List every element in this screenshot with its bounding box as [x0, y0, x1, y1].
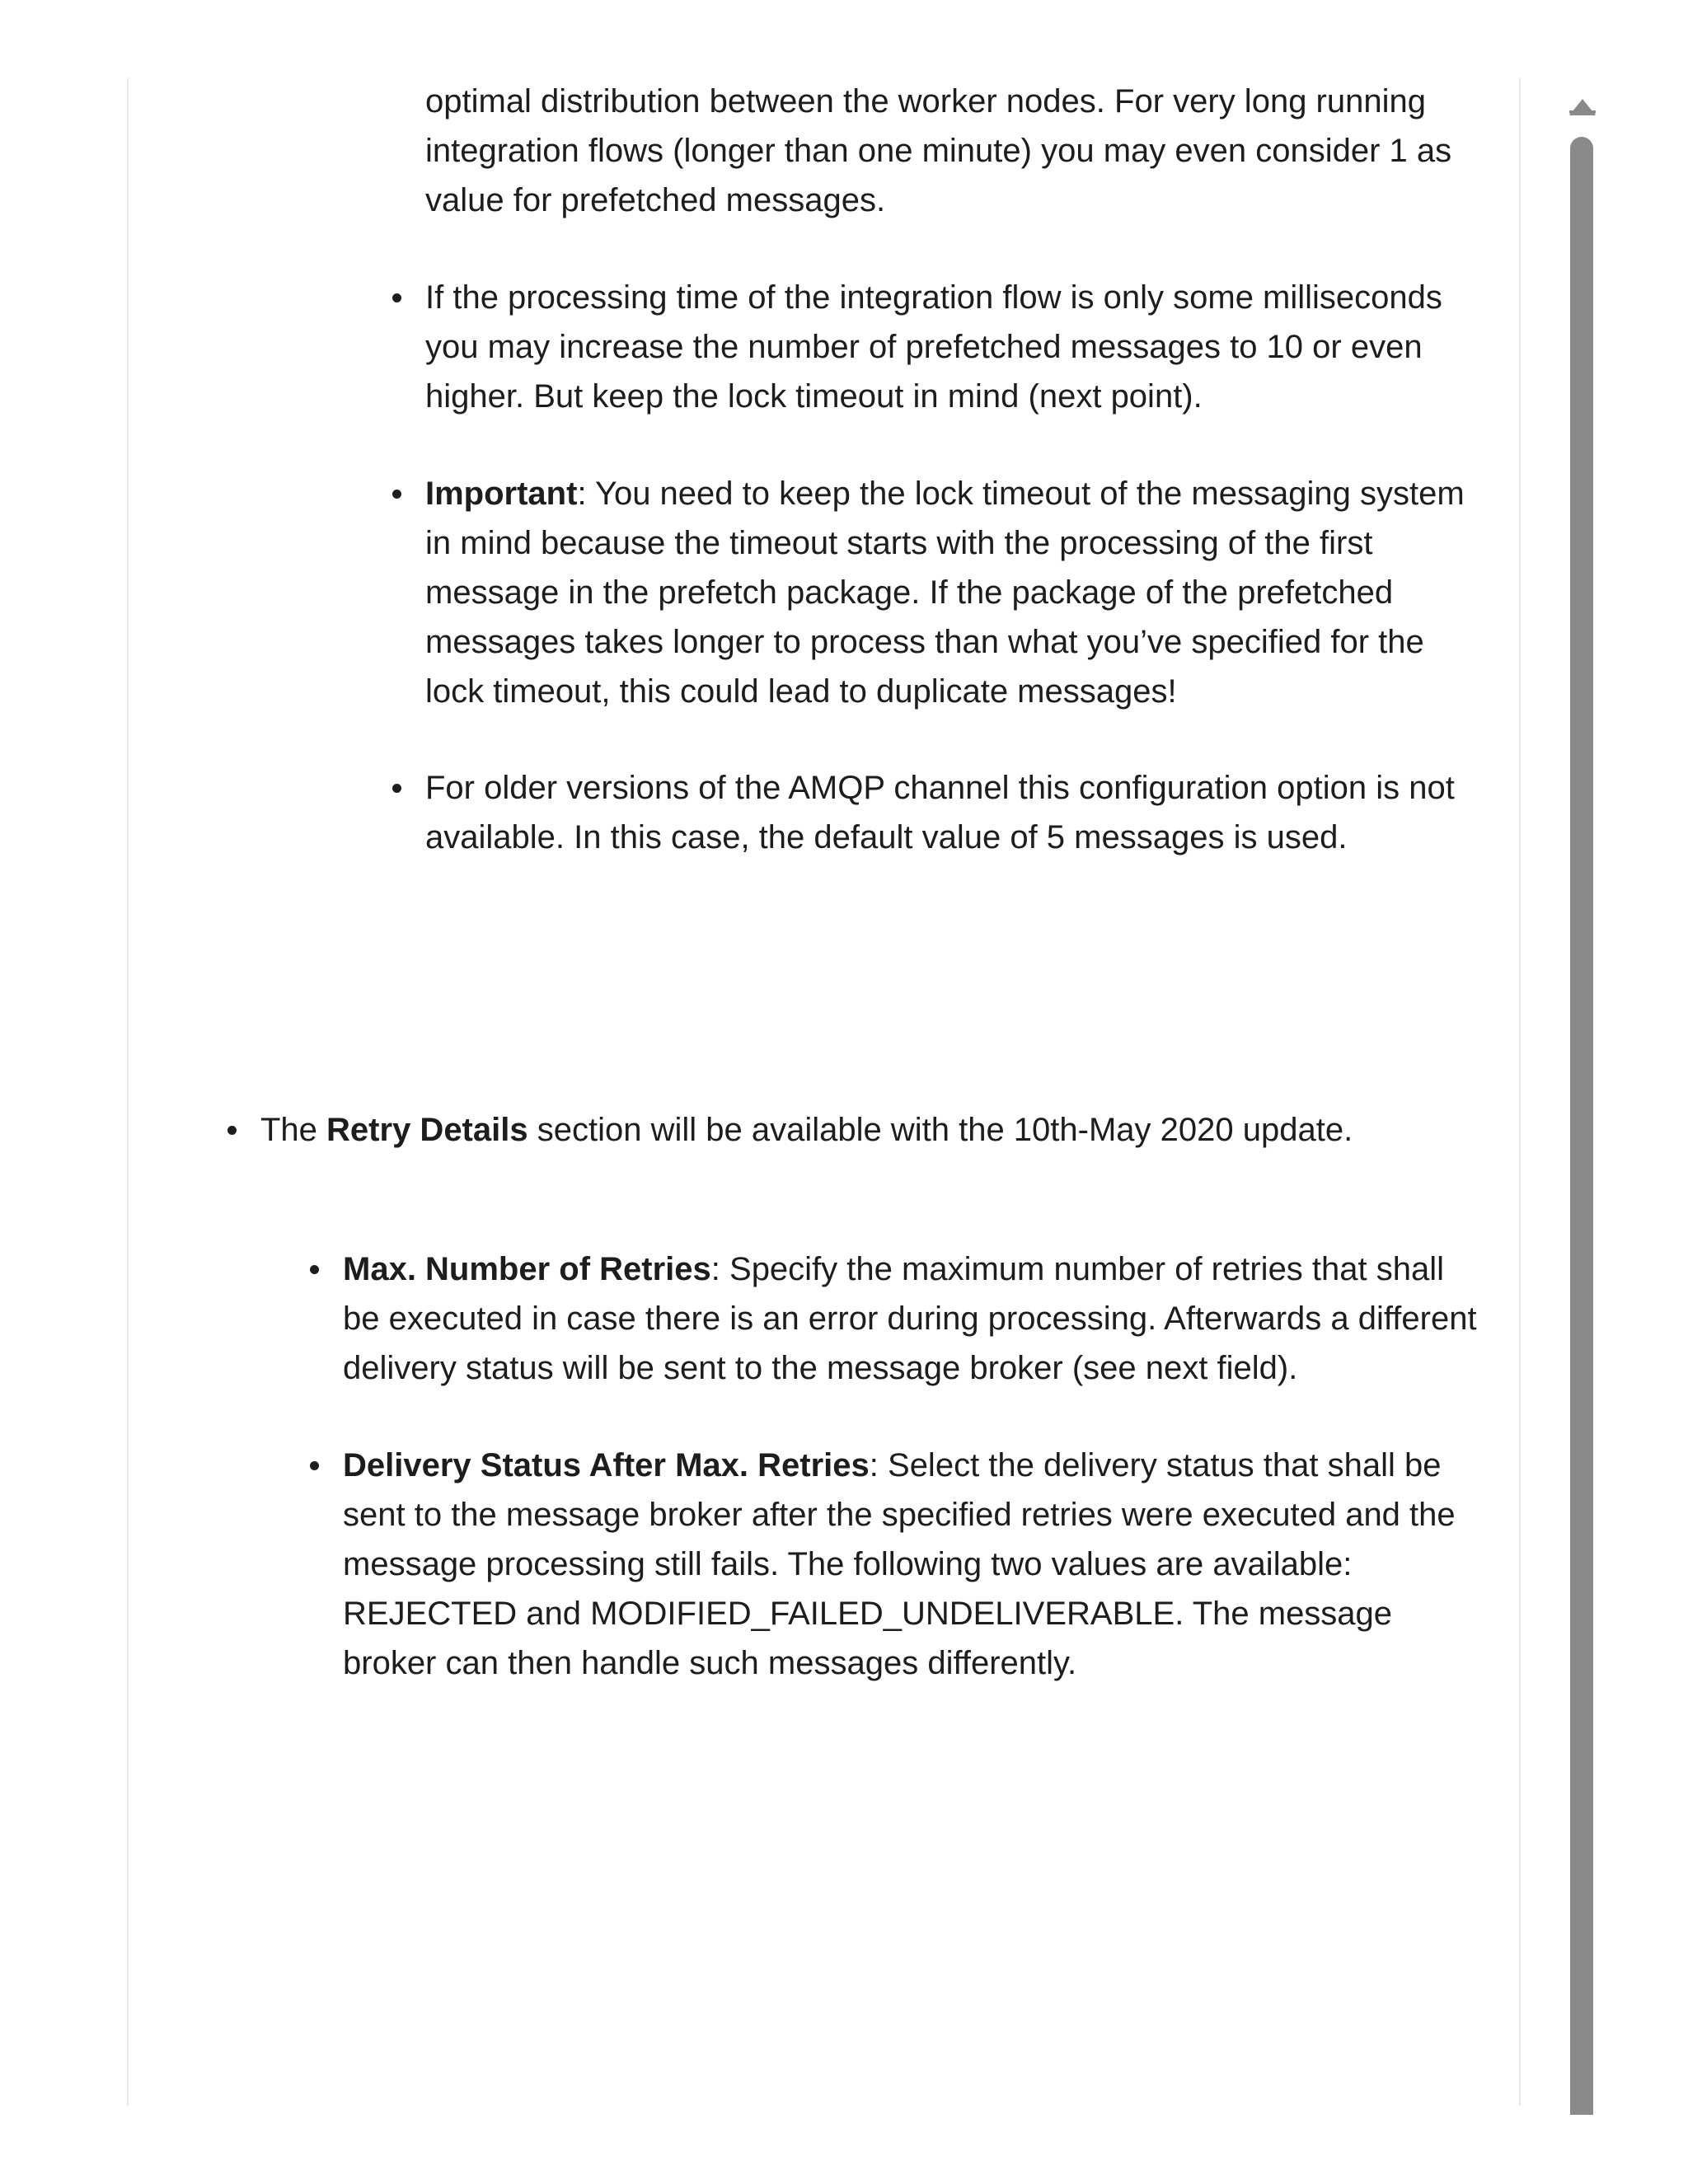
list-item: [425, 273, 1472, 421]
bullet-icon: [392, 293, 401, 302]
nested-prefetch-list: [425, 273, 1472, 421]
retry-details-list: [260, 1105, 1472, 1155]
list-item-text: : Select the delivery status that shall be sent to the message broker after the specified retries were executed and the message processing still fails. The following two values are available: REJECTED and MODIFIED_FAILED_UNDELIVERABLE. The message broker can then handle such messages differently.: [343, 1447, 1456, 1681]
bullet-icon: [392, 490, 401, 499]
nested-list-continuation: [425, 77, 1472, 225]
list-item-text: If the processing time of the integration flow is only some milliseconds you may increase the number of prefetched messages to 10 or even higher. But keep the lock timeout in mind (next point).: [425, 279, 1442, 415]
content-border-right: [1519, 78, 1521, 2106]
bullet-icon: [227, 1126, 237, 1135]
retry-prefix: The: [260, 1112, 327, 1148]
bullet-icon: [310, 1461, 319, 1470]
content-border-left: [127, 78, 129, 2106]
list-item-text: : You need to keep the lock timeout of the messaging system in mind because the timeout starts with the processing of the first message in the prefetch package. If the package of the prefetched messages takes longer to process than what you’ve specified for the lock timeout, this could lead to duplicate messages!: [425, 476, 1465, 710]
list-item: [260, 1105, 1472, 1155]
list-item: [343, 1244, 1480, 1393]
retry-suffix: section will be available with the 10th-May 2020 update.: [528, 1112, 1353, 1148]
bullet-icon: [310, 1265, 319, 1274]
continuation-text: optimal distribution between the worker nodes. For very long running integration flows (longer than one minute) you may even consider 1 as value for prefetched messages.: [425, 83, 1452, 218]
nested-prefetch-list: [425, 469, 1472, 716]
retry-options-list: [343, 1441, 1480, 1688]
list-item: [343, 1441, 1480, 1688]
list-item-bold: Delivery Status After Max. Retries: [343, 1447, 870, 1483]
nested-prefetch-list: [425, 763, 1472, 862]
list-item: [425, 763, 1472, 862]
list-item-text: For older versions of the AMQP channel this configuration option is not available. In this case, the default value of 5 messages is used.: [425, 770, 1455, 855]
list-item-text: : Specify the maximum number of retries that shall be executed in case there is an error during processing. Afterwards a different delivery status will be sent to the message broker (see next field).: [343, 1251, 1477, 1386]
retry-options-list: [343, 1244, 1480, 1393]
scroll-up-icon[interactable]: [1569, 99, 1596, 115]
list-item-bold: Max. Number of Retries: [343, 1251, 711, 1287]
scrollbar-thumb[interactable]: [1570, 137, 1593, 2115]
bullet-icon: [392, 784, 401, 793]
list-item: [425, 469, 1472, 716]
list-item-bold: Important: [425, 476, 578, 512]
retry-details-bold: Retry Details: [326, 1112, 528, 1148]
